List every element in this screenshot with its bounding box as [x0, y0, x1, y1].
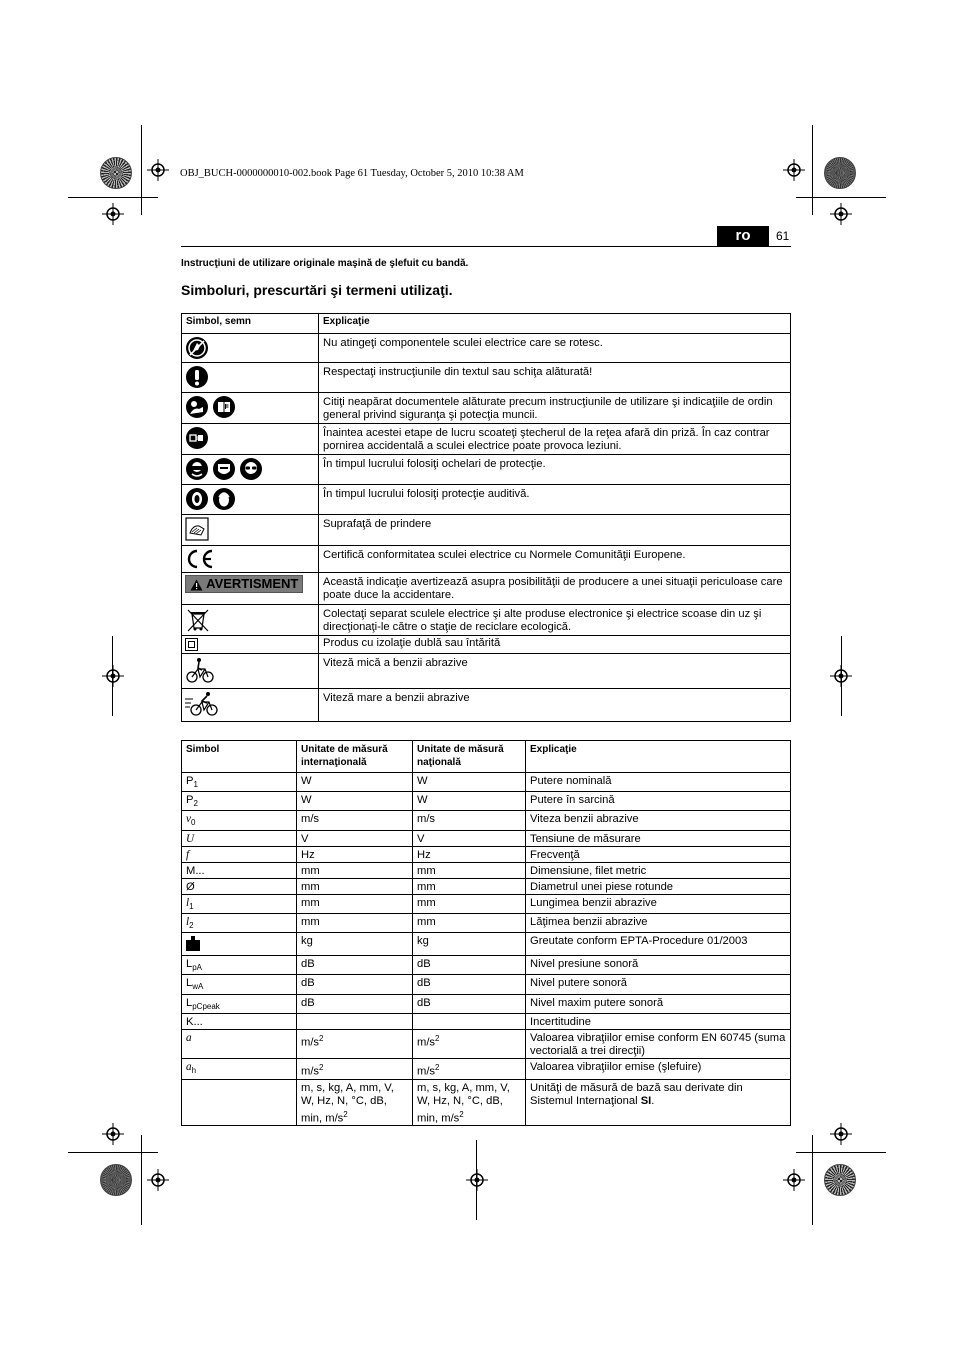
symbol-cell: [182, 792, 297, 811]
unit-text: mm: [301, 864, 320, 877]
national-unit-cell: [413, 894, 526, 913]
international-unit-cell: [297, 956, 413, 975]
symbol-subscript: wA: [192, 982, 204, 992]
table-row: [182, 1013, 791, 1029]
unit-superscript: 2: [343, 1109, 348, 1119]
national-unit-cell: [413, 878, 526, 894]
explanation-text: Nivel putere sonoră: [530, 977, 628, 990]
registration-mark-icon: [102, 665, 124, 687]
national-unit-cell: [413, 913, 526, 932]
explanation-cell: [526, 846, 791, 862]
symbol-text: L: [186, 996, 193, 1009]
color-rosette-icon: [824, 157, 856, 189]
unit-superscript: 2: [319, 1062, 324, 1072]
international-unit-cell: [297, 811, 413, 830]
goggles-icon: [185, 457, 209, 481]
unit-text: W: [417, 775, 428, 787]
language-badge: ro: [717, 226, 769, 246]
symbol-cell: [182, 878, 297, 894]
symbol-cell: [182, 455, 319, 485]
face-shield-icon: [212, 457, 236, 481]
symbol-cell: [182, 636, 319, 654]
explanation-text: Putere în sarcină: [530, 794, 615, 807]
explanation-cell: Citiţi neapărat documentele alăturate precum instrucţiunile de utilizare şi indicaţiile de ordin general privind siguranţa şi potecţia muncii.: [319, 393, 791, 424]
file-info: OBJ_BUCH-0000000010-002.book Page 61 Tuesday, October 5, 2010 10:38 AM: [180, 168, 524, 179]
explanation-cell: [526, 894, 791, 913]
national-unit-cell: [413, 846, 526, 862]
unplug-icon: [185, 426, 209, 450]
explanation-cell: [526, 975, 791, 994]
explanation-cell: [526, 878, 791, 894]
international-unit-cell: [297, 862, 413, 878]
table-row: [182, 1058, 791, 1079]
national-unit-cell: [413, 862, 526, 878]
table-row: [182, 878, 791, 894]
unit-text: W: [417, 794, 428, 807]
explanation-cell: [526, 811, 791, 830]
safety-glasses-icon: [239, 457, 263, 481]
unit-text: m, s, kg, A, mm, V, W, Hz, N, °C, dB, min, m/s: [301, 1081, 394, 1125]
symbols-table: [181, 313, 791, 722]
table-row: [182, 485, 791, 515]
explanation-text: Lăţimea benzii abrazive: [530, 915, 648, 928]
unit-text: m/s: [301, 1065, 320, 1078]
section-title: Simboluri, prescurtări şi termeni utilizaţi.: [181, 282, 453, 298]
unit-text: m/s: [417, 1036, 436, 1049]
national-unit-cell: [413, 792, 526, 811]
explanation-tail: .: [651, 1094, 655, 1107]
symbol-subscript: pA: [192, 963, 203, 973]
symbol-cell: [182, 933, 297, 956]
symbol-text: U: [186, 832, 195, 845]
symbol-subscript: 2: [189, 921, 194, 931]
fast-bicycle-icon: [185, 691, 219, 717]
table-row: [182, 862, 791, 878]
symbol-cell: [182, 363, 319, 393]
unit-text: m/s: [301, 1036, 320, 1049]
warning-label: [185, 575, 303, 593]
symbol-subscript: 0: [190, 818, 196, 828]
symbol-subscript: 1: [189, 901, 194, 911]
symbol-cell: [182, 573, 319, 605]
unit-text: mm: [301, 896, 320, 909]
symbol-cell: [182, 485, 319, 515]
national-unit-cell: [413, 811, 526, 830]
explanation-cell: Această indicaţie avertizează asupra posibilităţii de producere a unei situaţii periculoase care poate duce la accidentare.: [319, 573, 791, 605]
national-unit-cell: [413, 1079, 526, 1126]
table-row: [182, 424, 791, 455]
explanation-cell: [526, 830, 791, 846]
grip-surface-icon: [185, 517, 209, 541]
unit-text: Hz: [417, 848, 431, 861]
table-row: [182, 894, 791, 913]
crossed-bin-icon: [185, 607, 211, 633]
international-unit-cell: [297, 1013, 413, 1029]
international-unit-cell: [297, 994, 413, 1013]
registration-mark-icon: [783, 159, 805, 181]
ear-muffs-icon: [212, 487, 236, 511]
exclamation-icon: [185, 365, 209, 389]
registration-mark-icon: [147, 159, 169, 181]
explanation-cell: Suprafaţă de prindere: [319, 515, 791, 546]
explanation-cell: Respectaţi instrucţiunile din textul sau schiţa alăturată!: [319, 363, 791, 393]
explanation-text: Lungimea benzii abrazive: [530, 896, 657, 909]
symbol-cell: [182, 654, 319, 689]
double-insulation-icon: [185, 638, 198, 651]
unit-superscript: 2: [459, 1109, 464, 1119]
table-row: [182, 811, 791, 830]
symbol-text: L: [186, 977, 193, 990]
ce-mark-icon: [185, 548, 215, 570]
explanation-bold: SI: [640, 1094, 652, 1107]
header-symbol: Simbol, semn: [182, 314, 319, 334]
unit-text: m, s, kg, A, mm, V, W, Hz, N, °C, dB, min, m/s: [417, 1081, 510, 1125]
table-row: [182, 1079, 791, 1126]
international-unit-cell: [297, 1079, 413, 1126]
symbol-cell: [182, 994, 297, 1013]
national-unit-cell: [413, 773, 526, 792]
explanation-cell: [526, 994, 791, 1013]
international-unit-cell: [297, 1058, 413, 1079]
symbol-cell: [182, 1079, 297, 1126]
unit-text: W: [301, 775, 312, 787]
table-row: [182, 636, 791, 654]
table-header-row: [182, 314, 791, 334]
unit-superscript: 2: [319, 1033, 324, 1043]
explanation-text: Greutate conform EPTA-Procedure 01/2003: [530, 935, 748, 948]
symbol-cell: [182, 894, 297, 913]
symbol-subscript: pCpeak: [192, 1001, 220, 1011]
table-row: [182, 455, 791, 485]
table-row: [182, 573, 791, 605]
unit-text: dB: [301, 996, 315, 1009]
international-unit-cell: [297, 773, 413, 792]
table-row: [182, 846, 791, 862]
warning-label-text: AVERTISMENT: [206, 576, 299, 591]
international-unit-cell: [297, 913, 413, 932]
unit-text: dB: [417, 977, 431, 990]
read-manual-icon: [185, 395, 209, 419]
table-row: [182, 689, 791, 722]
table-row: [182, 546, 791, 573]
header-explanation: Explicaţie: [319, 314, 791, 334]
international-unit-cell: [297, 1029, 413, 1058]
warning-triangle-icon: [190, 579, 203, 591]
table-row: [182, 1029, 791, 1058]
table-row: [182, 605, 791, 636]
no-touch-rotating-icon: [185, 336, 209, 360]
unit-text: Hz: [301, 848, 315, 861]
symbol-text: K...: [186, 1015, 203, 1028]
national-unit-cell: [413, 1013, 526, 1029]
explanation-cell: Viteză mare a benzii abrazive: [319, 689, 791, 722]
table-row: [182, 994, 791, 1013]
registration-mark-icon: [783, 1169, 805, 1191]
document-subtitle: Instrucţiuni de utilizare originale maşină de şlefuit cu bandă.: [181, 258, 469, 269]
registration-mark-icon: [830, 1123, 852, 1145]
registration-mark-icon: [466, 1169, 488, 1191]
international-unit-cell: [297, 975, 413, 994]
symbol-text: l: [186, 896, 190, 909]
explanation-cell: [526, 956, 791, 975]
symbol-cell: [182, 689, 319, 722]
national-unit-cell: [413, 994, 526, 1013]
book-icon: [212, 395, 236, 419]
symbol-cell: [182, 830, 297, 846]
unit-text: mm: [417, 864, 436, 877]
symbol-cell: [182, 811, 297, 830]
symbol-cell: [182, 862, 297, 878]
explanation-text: Putere nominală: [530, 775, 612, 787]
unit-text: W: [301, 794, 312, 807]
unit-text: m/s: [417, 1065, 436, 1078]
explanation-cell: Colectaţi separat sculele electrice şi alte produse electronice şi electrice scoase din uz şi direcţionaţi-le către o staţie de reciclare ecologică.: [319, 605, 791, 636]
symbol-text: M...: [186, 864, 205, 877]
unit-text: V: [417, 832, 425, 845]
unit-text: dB: [417, 958, 431, 971]
national-unit-cell: [413, 975, 526, 994]
symbol-cell: [182, 334, 319, 363]
table-row: [182, 654, 791, 689]
symbol-subscript: h: [191, 1066, 197, 1076]
unit-text: m/s: [417, 813, 436, 826]
symbol-cell: [182, 1013, 297, 1029]
symbol-text: a: [186, 1060, 192, 1073]
header-international-unit: Unitate de măsură internaţională: [297, 741, 413, 773]
national-unit-cell: [413, 1029, 526, 1058]
explanation-cell: În timpul lucrului folosiţi ochelari de protecţie.: [319, 455, 791, 485]
weight-icon: [186, 935, 200, 951]
symbol-text: P: [186, 775, 194, 787]
explanation-cell: Viteză mică a benzii abrazive: [319, 654, 791, 689]
table-row: [182, 830, 791, 846]
color-rosette-icon: [100, 1164, 132, 1196]
unit-text: mm: [417, 896, 436, 909]
unit-superscript: 2: [435, 1033, 440, 1043]
symbol-text: a: [186, 1031, 192, 1044]
symbol-cell: [182, 913, 297, 932]
national-unit-cell: [413, 830, 526, 846]
unit-text: kg: [301, 935, 313, 948]
international-unit-cell: [297, 933, 413, 956]
symbol-cell: [182, 605, 319, 636]
symbol-cell: [182, 515, 319, 546]
international-unit-cell: [297, 846, 413, 862]
symbol-text: l: [186, 915, 190, 928]
explanation-cell: [526, 1058, 791, 1079]
table-row: [182, 363, 791, 393]
international-unit-cell: [297, 830, 413, 846]
international-unit-cell: [297, 878, 413, 894]
explanation-cell: [526, 773, 791, 792]
registration-mark-icon: [102, 1123, 124, 1145]
symbol-text: L: [186, 958, 193, 971]
explanation-text: Dimensiune, filet metric: [530, 864, 647, 877]
header-symbol: Simbol: [182, 741, 297, 773]
symbol-cell: [182, 1058, 297, 1079]
header-explanation: Explicaţie: [526, 741, 791, 773]
explanation-text: Incertitudine: [530, 1015, 591, 1028]
symbol-cell: [182, 773, 297, 792]
explanation-cell: Produs cu izolaţie dublă sau întărită: [319, 636, 791, 654]
international-unit-cell: [297, 894, 413, 913]
international-unit-cell: [297, 792, 413, 811]
unit-text: mm: [417, 880, 436, 893]
symbol-cell: [182, 956, 297, 975]
explanation-cell: În timpul lucrului folosiţi protecţie auditivă.: [319, 485, 791, 515]
explanation-text: Tensiune de măsurare: [530, 832, 641, 845]
explanation-text: Valoarea vibraţiilor emise (şlefuire): [530, 1060, 702, 1073]
explanation-text: Nivel presiune sonoră: [530, 958, 639, 971]
national-unit-cell: [413, 933, 526, 956]
unit-text: mm: [301, 915, 320, 928]
explanation-cell: Înaintea acestei etape de lucru scoateţi ştecherul de la reţea afară din priză. În caz contrar pornirea accidentală a sculei electrice poate provoca leziuni.: [319, 424, 791, 455]
explanation-cell: [526, 1079, 791, 1126]
registration-mark-icon: [830, 203, 852, 225]
units-table-body: [182, 773, 791, 1126]
unit-superscript: 2: [435, 1062, 440, 1072]
explanation-cell: [526, 1029, 791, 1058]
unit-text: m/s: [301, 813, 320, 826]
symbol-text: Ø: [186, 880, 195, 893]
explanation-text: Frecvenţă: [530, 848, 580, 861]
symbol-cell: [182, 546, 319, 573]
table-row: [182, 933, 791, 956]
table-row: [182, 792, 791, 811]
symbol-cell: [182, 393, 319, 424]
explanation-cell: Certifică conformitatea sculei electrice cu Normele Comunităţii Europene.: [319, 546, 791, 573]
explanation-cell: [526, 862, 791, 878]
registration-mark-icon: [830, 665, 852, 687]
unit-text: mm: [417, 915, 436, 928]
table-row: [182, 773, 791, 792]
unit-text: dB: [417, 996, 431, 1009]
explanation-text: Viteza benzii abrazive: [530, 813, 639, 826]
unit-text: dB: [301, 958, 315, 971]
symbol-cell: [182, 424, 319, 455]
symbol-cell: [182, 975, 297, 994]
table-row: [182, 975, 791, 994]
units-table: [181, 740, 791, 1126]
symbol-subscript: 2: [193, 799, 198, 809]
explanation-cell: [526, 1013, 791, 1029]
symbol-text: v: [186, 813, 191, 826]
explanation-cell: [526, 913, 791, 932]
table-row: [182, 956, 791, 975]
unit-text: mm: [301, 880, 320, 893]
symbol-text: f: [186, 848, 190, 861]
symbol-cell: [182, 1029, 297, 1058]
symbol-text: P: [186, 794, 194, 807]
header-national-unit: Unitate de măsură naţională: [413, 741, 526, 773]
explanation-text: Diametrul unei piese rotunde: [530, 880, 674, 893]
slow-bicycle-icon: [185, 656, 215, 684]
national-unit-cell: [413, 1058, 526, 1079]
unit-text: V: [301, 832, 309, 845]
color-rosette-icon: [824, 1164, 856, 1196]
registration-mark-icon: [102, 203, 124, 225]
table-row: [182, 515, 791, 546]
table-row: [182, 334, 791, 363]
ear-protection-icon: [185, 487, 209, 511]
table-row: [182, 913, 791, 932]
header-rule: [181, 246, 791, 247]
symbol-subscript: 1: [193, 780, 198, 790]
national-unit-cell: [413, 956, 526, 975]
symbol-cell: [182, 846, 297, 862]
page-number: 61: [776, 229, 790, 243]
registration-mark-icon: [147, 1169, 169, 1191]
table-row: [182, 393, 791, 424]
color-rosette-icon: [100, 157, 132, 189]
explanation-text: Valoarea vibraţiilor emise conform EN 60745 (suma vectorială a trei direcţii): [530, 1031, 786, 1057]
unit-text: kg: [417, 935, 429, 948]
table-header-row: [182, 741, 791, 773]
explanation-text: Unităţi de măsură de bază sau derivate din Sistemul Internaţional: [530, 1081, 743, 1107]
explanation-cell: [526, 933, 791, 956]
unit-text: dB: [301, 977, 315, 990]
explanation-cell: Nu atingeţi componentele sculei electrice care se rotesc.: [319, 334, 791, 363]
explanation-text: Nivel maxim putere sonoră: [530, 996, 664, 1009]
explanation-cell: [526, 792, 791, 811]
